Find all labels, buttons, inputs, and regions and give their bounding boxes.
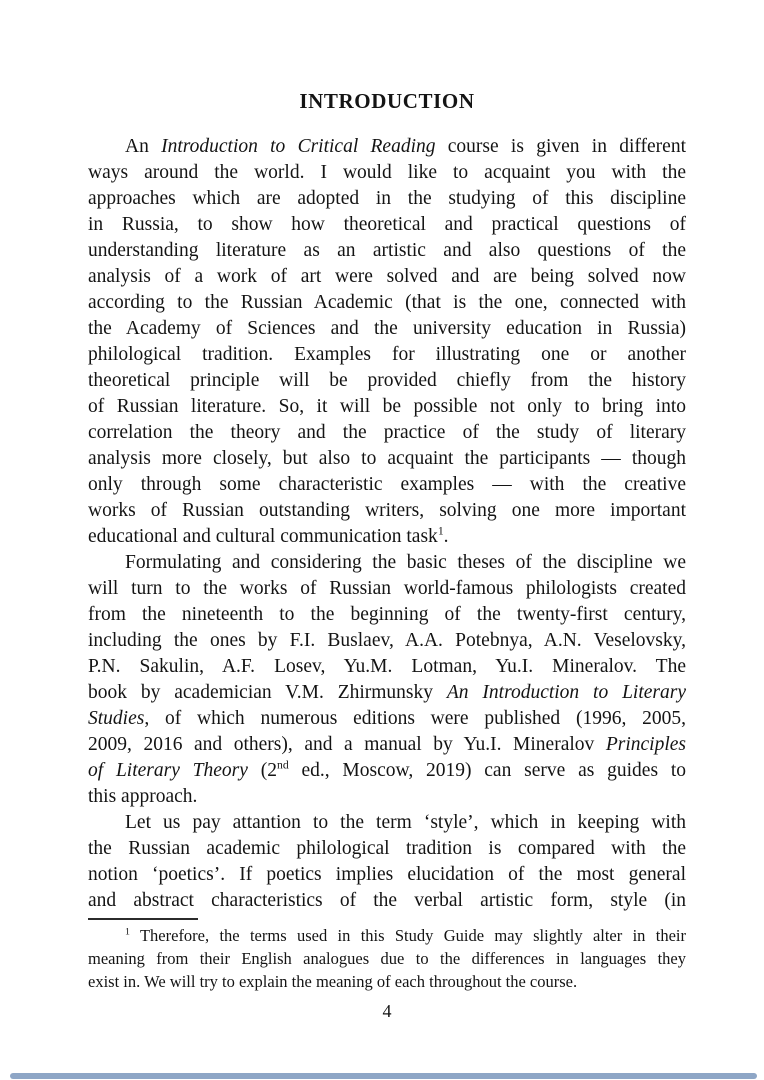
text-line: analysis more closely, but also to acquaint the participants — though (88, 448, 686, 469)
text-line: Formulating and considering the basic theses of the discipline we (125, 552, 686, 573)
page-title: INTRODUCTION (299, 89, 475, 113)
body-text (88, 134, 686, 914)
text-line: exist in. We will try to explain the meaning of each throughout the course. (88, 972, 578, 991)
footnote-separator-rule (88, 918, 198, 920)
text-line: including the ones by F.I. Buslaev, A.A. Potebnya, A.N. Veselovsky, (88, 630, 686, 651)
text-line: Studies, of which numerous editions were published (1996, 2005, (88, 708, 686, 729)
text-line: P.N. Sakulin, A.F. Losev, Yu.M. Lotman, Yu.I. Mineralov. The (88, 656, 686, 677)
paragraph (88, 550, 686, 810)
text-line: analysis of a work of art were solved and are being solved now (88, 266, 686, 287)
text-line: in Russia, to show how theoretical and practical questions of (88, 214, 686, 235)
text-line: book by academician V.M. Zhirmunsky An Introduction to Literary (88, 682, 686, 703)
text-line: Let us pay attantion to the term ‘style’, which in keeping with (125, 812, 686, 833)
text-line: and abstract characteristics of the verbal artistic form, style (in (88, 890, 686, 911)
text-line: will turn to the works of Russian world-famous philologists created (88, 578, 686, 599)
text-line: works of Russian outstanding writers, solving one more important (88, 500, 686, 521)
text-line: the Russian academic philological tradition is compared with the (88, 838, 686, 859)
paragraph (88, 810, 686, 914)
text-line: approaches which are adopted in the studying of this discipline (88, 188, 686, 209)
text-line: An Introduction to Critical Reading course is given in different (125, 136, 686, 157)
text-line: theoretical principle will be provided chiefly from the history (88, 370, 686, 391)
text-line: of Literary Theory (2nd ed., Moscow, 2019) can serve as guides to (88, 758, 686, 781)
text-line: from the nineteenth to the beginning of the twenty-first century, (88, 604, 686, 625)
text-line: correlation the theory and the practice of the study of literary (88, 422, 686, 443)
text-line: notion ‘poetics’. If poetics implies elucidation of the most general (88, 864, 686, 885)
page-number: 4 (382, 1001, 392, 1021)
text-line: of Russian literature. So, it will be possible not only to bring into (88, 396, 686, 417)
text-line: according to the Russian Academic (that is the one, connected with (88, 292, 686, 313)
text-line: understanding literature as an artistic and also questions of the (88, 240, 686, 261)
text-line: this approach. (88, 786, 198, 807)
text-line: the Academy of Sciences and the university education in Russia) (88, 318, 686, 339)
text-line: ways around the world. I would like to acquaint you with the (88, 162, 686, 183)
text-line: only through some characteristic examples — with the creative (88, 474, 686, 495)
text-line: philological tradition. Examples for illustrating one or another (88, 344, 686, 365)
footnote (88, 924, 686, 993)
paragraph (88, 134, 686, 550)
text-line: $^1$ Therefore, the terms used in this Study Guide may slightly alter in their (125, 926, 686, 945)
text-line: 2009, 2016 and others), and a manual by Yu.I. Mineralov Principles (88, 734, 686, 755)
text-line: educational and cultural communication task$^1$. (88, 524, 449, 547)
bottom-bar (10, 1073, 757, 1079)
text-line: meaning from their English analogues due to the differences in languages they (88, 949, 686, 968)
